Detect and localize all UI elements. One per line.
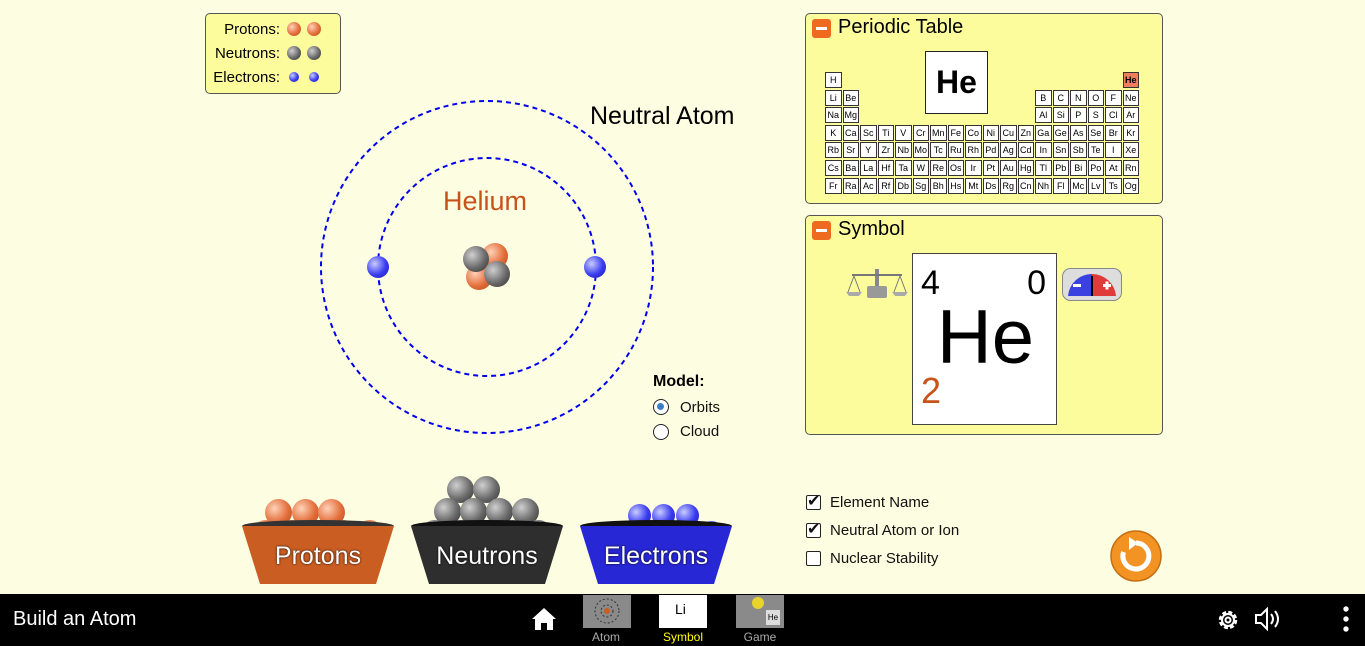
periodic-table-cell[interactable]: V	[895, 125, 912, 141]
periodic-table-panel	[805, 13, 1163, 204]
periodic-table-cell[interactable]: Ne	[1123, 90, 1140, 106]
symbol-panel-title: Symbol	[838, 218, 905, 240]
periodic-table-cell[interactable]: Kr	[1123, 125, 1140, 141]
periodic-table-cell[interactable]: Og	[1123, 178, 1140, 194]
nucleus-neutron[interactable]	[484, 261, 510, 287]
model-orbits-label[interactable]: Orbits	[680, 399, 721, 416]
periodic-table-cell[interactable]: Se	[1088, 125, 1105, 141]
periodic-table-cell[interactable]: Db	[895, 178, 912, 194]
periodic-table-cell[interactable]: Na	[825, 107, 842, 123]
periodic-table-cell[interactable]: H	[825, 72, 842, 88]
tab-atom-label: Atom	[591, 630, 620, 644]
tab-symbol[interactable]	[648, 594, 718, 646]
periodic-table-cell[interactable]: Tc	[930, 142, 947, 158]
periodic-table-cell[interactable]: Ts	[1105, 178, 1122, 194]
periodic-table-title: Periodic Table	[838, 16, 964, 38]
periodic-table-cell[interactable]: Lv	[1088, 178, 1105, 194]
periodic-table-cell[interactable]: Os	[948, 160, 965, 176]
periodic-table-cell[interactable]: Nh	[1035, 178, 1052, 194]
settings-button[interactable]	[1215, 607, 1241, 633]
periodic-table-cell[interactable]: Cl	[1105, 107, 1122, 123]
sound-button[interactable]	[1254, 606, 1284, 632]
periodic-table-cell[interactable]: K	[825, 125, 842, 141]
periodic-table-cell[interactable]: Br	[1105, 125, 1122, 141]
periodic-table-cell[interactable]: Hg	[1018, 160, 1035, 176]
periodic-table-cell[interactable]: S	[1088, 107, 1105, 123]
selected-element-preview: He	[925, 51, 988, 114]
electrons-bucket-label[interactable]: Electrons	[603, 542, 709, 570]
legend-neutrons-label: Neutrons:	[214, 45, 280, 62]
periodic-table-cell[interactable]: Xe	[1123, 142, 1140, 158]
scale-icon	[846, 266, 908, 302]
periodic-table-cell[interactable]: O	[1088, 90, 1105, 106]
speaker-icon	[1256, 609, 1278, 629]
atom-charge-status: Neutral Atom	[590, 102, 735, 130]
gear-icon	[1220, 612, 1236, 628]
model-title: Model:	[653, 373, 705, 390]
particle-legend	[205, 13, 341, 94]
periodic-table-cell[interactable]: I	[1105, 142, 1122, 158]
reset-button[interactable]	[1109, 529, 1163, 583]
periodic-table-cell[interactable]: Be	[843, 90, 860, 106]
periodic-table-cell[interactable]: As	[1070, 125, 1087, 141]
periodic-table-cell[interactable]: Ca	[843, 125, 860, 141]
periodic-table-cell[interactable]: Mn	[930, 125, 947, 141]
periodic-table-cell[interactable]: In	[1035, 142, 1052, 158]
home-icon	[532, 608, 556, 630]
periodic-table-cell[interactable]: Cs	[825, 160, 842, 176]
tab-game-label: Game	[743, 630, 777, 644]
periodic-table-cell[interactable]: Fl	[1053, 178, 1070, 194]
home-button[interactable]	[531, 607, 557, 631]
periodic-table-cell[interactable]: Ge	[1053, 125, 1070, 141]
orbit-electron[interactable]	[584, 256, 606, 278]
neutron-icon	[287, 46, 301, 60]
legend-electrons-label: Electrons:	[213, 69, 280, 86]
periodic-table-cell[interactable]: N	[1070, 90, 1087, 106]
periodic-table-cell[interactable]: Zn	[1018, 125, 1035, 141]
symbol-tab-icon: Li	[659, 595, 707, 628]
periodic-table-cell[interactable]: Mo	[913, 142, 930, 158]
electron-icon	[289, 72, 299, 82]
periodic-table-cell[interactable]: Au	[1000, 160, 1017, 176]
game-tab-icon: He	[736, 595, 784, 628]
periodic-table-cell[interactable]: Cr	[913, 125, 930, 141]
element-symbol: He	[936, 295, 1035, 380]
periodic-table-cell[interactable]: Ba	[843, 160, 860, 176]
periodic-table-cell[interactable]: B	[1035, 90, 1052, 106]
protons-bucket[interactable]	[240, 490, 396, 586]
model-orbits-radio[interactable]	[653, 399, 669, 415]
periodic-table-cell[interactable]: La	[860, 160, 877, 176]
electron-icon	[309, 72, 319, 82]
neutrons-bucket-label[interactable]: Neutrons	[436, 542, 538, 570]
tab-symbol-label: Symbol	[662, 630, 703, 644]
electrons-bucket[interactable]	[578, 500, 734, 586]
symbol-card	[912, 253, 1057, 425]
orbit-electron[interactable]	[367, 256, 389, 278]
periodic-table-cell[interactable]: He	[1123, 72, 1140, 88]
periodic-table-cell[interactable]: Ti	[878, 125, 895, 141]
periodic-table-cell[interactable]: Rb	[825, 142, 842, 158]
charge-meter-icon	[1062, 268, 1122, 301]
app-title: Build an Atom	[13, 608, 137, 630]
periodic-table-cell[interactable]: Re	[930, 160, 947, 176]
periodic-table-cell[interactable]: Ru	[948, 142, 965, 158]
collapse-icon[interactable]	[812, 221, 831, 240]
periodic-table-cell[interactable]: Ar	[1123, 107, 1140, 123]
periodic-table-cell[interactable]: Pd	[983, 142, 1000, 158]
periodic-table-cell[interactable]: Cd	[1018, 142, 1035, 158]
periodic-table-cell[interactable]: Rn	[1123, 160, 1140, 176]
periodic-table-cell[interactable]: Rh	[965, 142, 982, 158]
model-cloud-label[interactable]: Cloud	[680, 423, 720, 440]
periodic-table-cell[interactable]: Ta	[895, 160, 912, 176]
nuclear-stability-checkbox[interactable]	[806, 551, 821, 566]
periodic-table-cell[interactable]: Mg	[843, 107, 860, 123]
periodic-table-cell[interactable]: At	[1105, 160, 1122, 176]
periodic-table-cell[interactable]: Sr	[843, 142, 860, 158]
periodic-table-cell[interactable]: Ds	[983, 178, 1000, 194]
periodic-table-cell[interactable]: Al	[1035, 107, 1052, 123]
periodic-table-cell[interactable]: Hf	[878, 160, 895, 176]
periodic-table-cell[interactable]: Mc	[1070, 178, 1087, 194]
periodic-table-cell[interactable]: Y	[860, 142, 877, 158]
atom-tab-icon	[583, 595, 631, 628]
periodic-table-cell[interactable]: Po	[1088, 160, 1105, 176]
periodic-table-cell[interactable]: Ra	[843, 178, 860, 194]
legend-protons-label: Protons:	[224, 21, 280, 38]
periodic-table-cell[interactable]: Nb	[895, 142, 912, 158]
periodic-table-cell[interactable]: Zr	[878, 142, 895, 158]
proton-icon	[287, 22, 301, 36]
neutral-atom-checkbox[interactable]	[806, 523, 821, 538]
atomic-number: 2	[921, 370, 942, 411]
periodic-table-cell[interactable]: Sg	[913, 178, 930, 194]
periodic-table-cell[interactable]: Pb	[1053, 160, 1070, 176]
periodic-table-cell[interactable]: Mt	[965, 178, 982, 194]
collapse-icon[interactable]	[812, 19, 831, 38]
periodic-table-cell[interactable]: Rg	[1000, 178, 1017, 194]
periodic-table-cell[interactable]: Fr	[825, 178, 842, 194]
periodic-table-cell[interactable]: Cn	[1018, 178, 1035, 194]
periodic-table-grid	[825, 72, 1137, 194]
periodic-table-cell[interactable]: Pt	[983, 160, 1000, 176]
periodic-table-cell[interactable]: Fe	[948, 125, 965, 141]
nuclear-stability-checkbox-label[interactable]: Nuclear Stability	[830, 550, 939, 567]
symbol-panel	[805, 215, 1163, 435]
element-name-checkbox-label[interactable]: Element Name	[830, 494, 930, 511]
nucleus[interactable]	[462, 242, 514, 292]
periodic-table-cell[interactable]: Cu	[1000, 125, 1017, 141]
navigation-bar	[0, 594, 1365, 646]
periodic-table-cell[interactable]: Te	[1088, 142, 1105, 158]
neutrons-bucket[interactable]	[409, 475, 565, 586]
periodic-table-cell[interactable]: Hs	[948, 178, 965, 194]
periodic-table-cell[interactable]: Ac	[860, 178, 877, 194]
periodic-table-cell[interactable]: Co	[965, 125, 982, 141]
periodic-table-cell[interactable]: Sc	[860, 125, 877, 141]
more-options-button[interactable]	[1341, 605, 1351, 633]
periodic-table-cell[interactable]: Ga	[1035, 125, 1052, 141]
periodic-table-cell[interactable]: Tl	[1035, 160, 1052, 176]
tab-atom[interactable]	[571, 594, 641, 646]
periodic-table-cell[interactable]: C	[1053, 90, 1070, 106]
periodic-table-cell[interactable]: P	[1070, 107, 1087, 123]
element-name: Helium	[443, 186, 528, 216]
element-name-checkbox[interactable]	[806, 495, 821, 510]
periodic-table-cell[interactable]: W	[913, 160, 930, 176]
periodic-table-cell[interactable]: Bh	[930, 178, 947, 194]
protons-bucket-label[interactable]: Protons	[274, 542, 362, 570]
periodic-table-cell[interactable]: Sn	[1053, 142, 1070, 158]
periodic-table-cell[interactable]: Ir	[965, 160, 982, 176]
periodic-table-cell[interactable]: Si	[1053, 107, 1070, 123]
periodic-table-cell[interactable]: Li	[825, 90, 842, 106]
periodic-table-cell[interactable]: F	[1105, 90, 1122, 106]
periodic-table-cell[interactable]: Ni	[983, 125, 1000, 141]
periodic-table-cell[interactable]: Bi	[1070, 160, 1087, 176]
tab-game[interactable]	[725, 594, 795, 646]
neutron-icon	[307, 46, 321, 60]
model-cloud-radio[interactable]	[653, 424, 669, 440]
periodic-table-cell[interactable]: Rf	[878, 178, 895, 194]
charge-value: 0	[1027, 264, 1046, 302]
neutral-atom-checkbox-label[interactable]: Neutral Atom or Ion	[830, 522, 960, 539]
proton-icon	[307, 22, 321, 36]
kebab-menu-icon	[1343, 606, 1348, 631]
periodic-table-cell[interactable]: Ag	[1000, 142, 1017, 158]
mass-number: 4	[921, 264, 940, 302]
periodic-table-cell[interactable]: Sb	[1070, 142, 1087, 158]
